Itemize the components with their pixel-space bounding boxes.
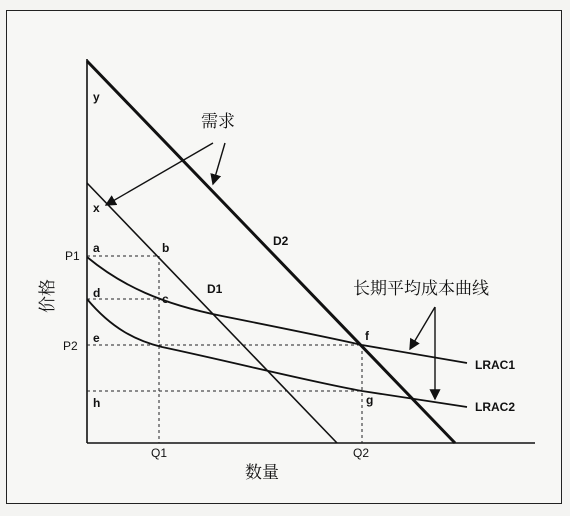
series-label-d2: D2 bbox=[273, 234, 289, 248]
point-label-f: f bbox=[365, 329, 369, 343]
point-label-b: b bbox=[162, 241, 170, 255]
y-axis-label: 价格 bbox=[38, 279, 58, 313]
x-tick-q1: Q1 bbox=[151, 446, 168, 460]
demand-curve-d2 bbox=[87, 61, 455, 443]
series-label-lrac2: LRAC2 bbox=[475, 400, 516, 414]
series-label-d1: D1 bbox=[207, 282, 223, 296]
x-tick-q2: Q2 bbox=[353, 446, 370, 460]
point-label-g: g bbox=[366, 393, 374, 407]
lrac-annotation: 长期平均成本曲线 bbox=[353, 279, 489, 299]
economics-figure bbox=[6, 10, 562, 504]
y-tick-p2: P2 bbox=[63, 339, 78, 353]
point-label-a: a bbox=[93, 241, 100, 255]
point-label-y: y bbox=[93, 90, 100, 104]
chart-canvas bbox=[7, 11, 563, 505]
point-label-d: d bbox=[93, 286, 101, 300]
series-label-lrac1: LRAC1 bbox=[475, 358, 516, 372]
point-label-c: c bbox=[162, 292, 169, 306]
point-label-h: h bbox=[93, 396, 101, 410]
point-label-x: x bbox=[93, 201, 100, 215]
point-label-e: e bbox=[93, 331, 100, 345]
lrac-arrow-to-lrac1 bbox=[410, 307, 435, 349]
demand-arrow-to-d2 bbox=[213, 143, 225, 184]
lrac1-curve bbox=[87, 257, 467, 363]
y-tick-p1: P1 bbox=[65, 249, 80, 263]
demand-annotation: 需求 bbox=[201, 112, 235, 132]
x-axis-label: 数量 bbox=[245, 463, 279, 483]
